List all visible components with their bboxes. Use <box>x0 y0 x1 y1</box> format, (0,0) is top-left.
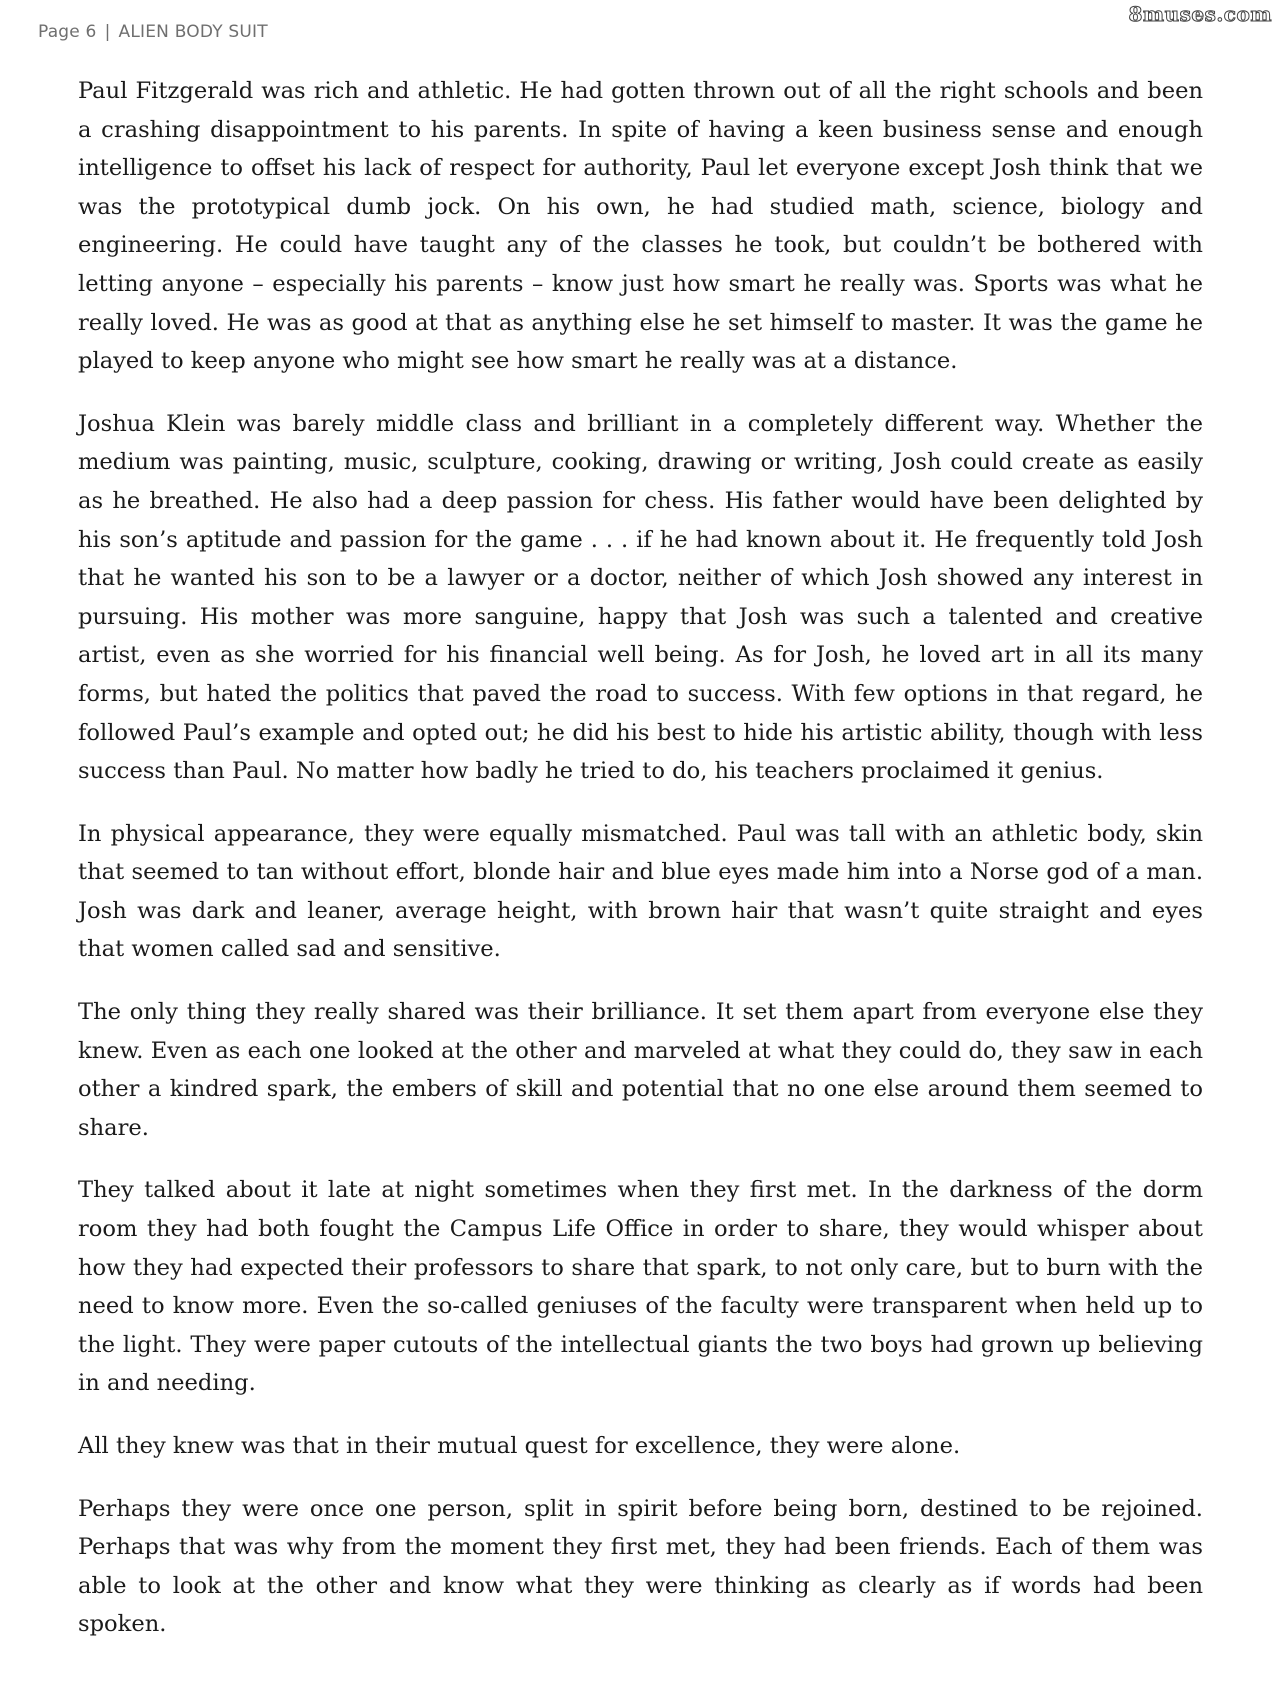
paragraph: Perhaps they were once one person, split in spirit before being born, destined to be rejoined. Perhaps that was why from the moment they first met, they had been friends. Each of them was able to look at the other and know what they were thinking as clearly as if words had been spoken. <box>78 1495 1203 1638</box>
book-title: ALIEN BODY SUIT <box>118 22 268 42</box>
header-separator: | <box>104 22 111 42</box>
body-text <box>78 72 1203 1668</box>
paragraph: Joshua Klein was barely middle class and brilliant in a completely different way. Whether the medium was painting, music, sculpture, cooking, drawing or writing, Josh could create as easily as he breathed. He also had a deep passion for chess. His father would have been delighted by his son’s aptitude and passion for the game . . . if he had known about it. He frequently told Josh that he wanted his son to be a lawyer or a doctor, neither of which Josh showed any interest in pursuing. His mother was more sanguine, happy that Josh was such a talented and creative artist, even as she worried for his financial well being. As for Josh, he loved art in all its many forms, but hated the politics that paved the road to success. With few options in that regard, he followed Paul’s example and opted out; he did his best to hide his artistic ability, though with less success than Paul. No matter how badly he tried to do, his teachers proclaimed it genius. <box>78 410 1203 785</box>
watermark: 8muses.com <box>1128 2 1272 26</box>
paragraph: In physical appearance, they were equally mismatched. Paul was tall with an athletic body, skin that seemed to tan without effort, blonde hair and blue eyes made him into a Norse god of a man. Josh was dark and leaner, average height, with brown hair that wasn’t quite straight and eyes that women called sad and sensitive. <box>78 820 1203 963</box>
page-header <box>38 22 268 42</box>
paragraph: They talked about it late at night sometimes when they first met. In the darkness of the dorm room they had both fought the Campus Life Office in order to share, they would whisper about how they had expected their professors to share that spark, to not only care, but to burn with the need to know more. Even the so-called geniuses of the faculty were transparent when held up to the light. They were paper cutouts of the intellectual giants the two boys had grown up believing in and needing. <box>78 1177 1203 1397</box>
paragraph: Paul Fitzgerald was rich and athletic. He had gotten thrown out of all the right schools and been a crashing disappointment to his parents. In spite of having a keen business sense and enough intelligence to offset his lack of respect for authority, Paul let everyone except Josh think that we was the prototypical dumb jock. On his own, he had studied math, science, biology and engineering. He could have taught any of the classes he took, but couldn’t be bothered with letting anyone – especially his parents – know just how smart he really was. Sports was what he really loved. He was as good at that as anything else he set himself to master. It was the game he played to keep anyone who might see how smart he really was at a distance. <box>78 78 1203 375</box>
page-number: Page 6 <box>38 22 97 42</box>
paragraph: The only thing they really shared was their brilliance. It set them apart from everyone else they knew. Even as each one looked at the other and marveled at what they could do, they saw in each other a kindred spark, the embers of skill and potential that no one else around them seemed to share. <box>78 999 1203 1141</box>
paragraph: All they knew was that in their mutual quest for excellence, they were alone. <box>78 1433 961 1459</box>
